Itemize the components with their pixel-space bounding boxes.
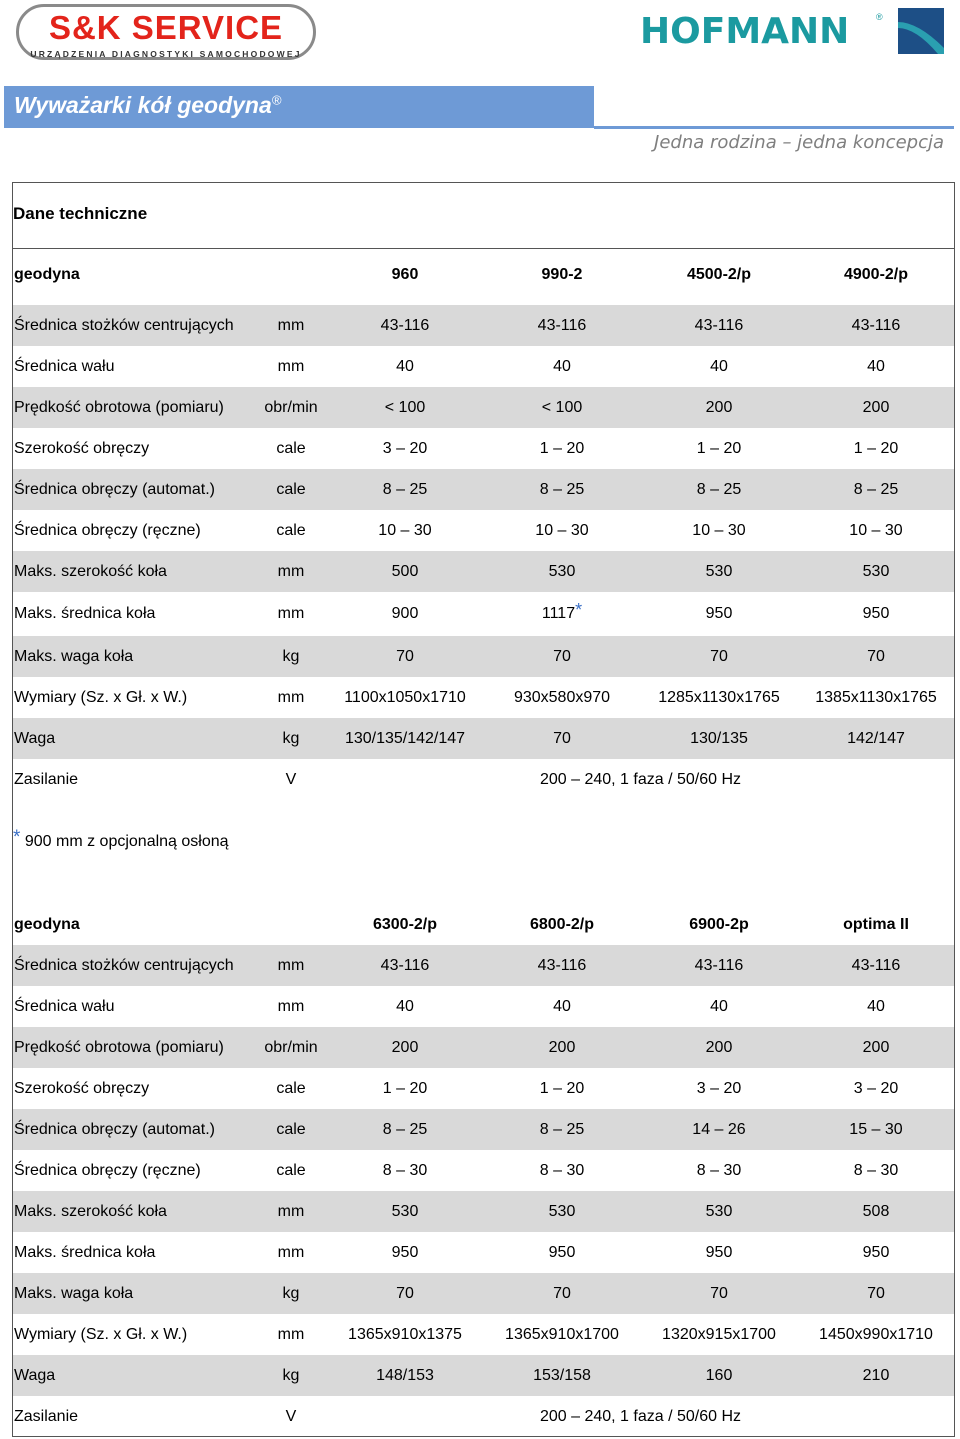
model-name: 4500-2/p	[686, 265, 752, 283]
row-label: Szerokość obręczy	[14, 439, 150, 457]
row-label: Średnica wału	[14, 357, 115, 375]
cell-value: 43-116	[380, 316, 430, 334]
cell-value: 500	[391, 562, 419, 580]
footnote-marker: *	[13, 827, 21, 848]
table-row	[13, 1109, 954, 1150]
row-unit: obr/min	[264, 1038, 318, 1056]
cell-value: 40	[867, 357, 885, 375]
cell-value: 14 – 26	[692, 1120, 746, 1138]
row-label: Średnica stożków centrujących	[14, 316, 234, 334]
row-label: Prędkość obrotowa (pomiaru)	[14, 1038, 224, 1056]
cell-value: 950	[705, 605, 733, 622]
cell-value: 1320x915x1700	[662, 1325, 776, 1343]
cell-value: 508	[862, 1202, 890, 1220]
row-label: Średnica wału	[14, 997, 115, 1015]
cell-value: 70	[553, 1284, 571, 1302]
footnote	[13, 827, 229, 852]
row-unit: cale	[276, 521, 306, 539]
hofmann-reg-mark: ®	[876, 12, 883, 22]
row-label: Waga	[14, 1366, 56, 1384]
cell-value: 930x580x970	[513, 688, 611, 706]
cell-value: 40	[553, 997, 571, 1015]
title-bar	[4, 86, 594, 128]
cell-value: 43-116	[694, 956, 744, 974]
row-unit: kg	[282, 647, 300, 665]
table-row	[13, 636, 954, 677]
footnote-marker: *	[575, 599, 583, 620]
row-label: Maks. szerokość koła	[14, 562, 167, 580]
tagline: Jedna rodzina – jedna koncepcja	[654, 132, 944, 153]
cell-value: 950	[862, 1243, 890, 1261]
cell-value: 900	[391, 605, 419, 622]
cell-value: 200	[862, 1038, 890, 1056]
cell-value: 8 – 30	[382, 1161, 428, 1179]
table-row	[13, 1273, 954, 1314]
cell-value: 1285x1130x1765	[658, 688, 780, 706]
cell-value-span: 200 – 240, 1 faza / 50/60 Hz	[539, 770, 742, 788]
row-unit: mm	[277, 1202, 305, 1220]
cell-value: 8 – 30	[696, 1161, 742, 1179]
cell-value: 1365x910x1700	[505, 1325, 619, 1343]
cell-value: 3 – 20	[696, 1079, 742, 1097]
row-label: Maks. średnica koła	[14, 1243, 156, 1261]
table-row	[13, 986, 954, 1027]
sk-logo-name: S&K SERVICE	[48, 9, 284, 46]
cell-value: 1 – 20	[539, 439, 585, 457]
row-label: Maks. waga koła	[14, 647, 134, 665]
table-row	[13, 1027, 954, 1068]
row-label: Średnica obręczy (automat.)	[14, 1120, 215, 1138]
cell-value: 8 – 25	[382, 1120, 428, 1138]
table-row	[13, 677, 954, 718]
hofmann-logo-name: HOFMANN	[640, 11, 850, 52]
cell-value: 70	[710, 647, 728, 665]
table-row	[13, 551, 954, 592]
cell-value: 130/135/142/147	[344, 729, 466, 747]
cell-value: 530	[705, 562, 733, 580]
cell-value: 15 – 30	[849, 1120, 903, 1138]
row-unit: mm	[277, 956, 305, 974]
model-name: 990-2	[541, 265, 583, 283]
sk-logo-subtitle: URZĄDZENIA DIAGNOSTYKI SAMOCHODOWEJ	[30, 49, 302, 59]
row-unit: mm	[277, 562, 305, 580]
cell-value: 950	[862, 605, 890, 622]
header-label: geodyna	[14, 265, 80, 283]
row-unit: V	[285, 1407, 297, 1425]
table-row	[13, 1150, 954, 1191]
cell-value: 10 – 30	[535, 521, 589, 539]
row-label: Maks. szerokość koła	[14, 1202, 167, 1220]
cell-value: 530	[391, 1202, 419, 1220]
row-label: Szerokość obręczy	[14, 1079, 150, 1097]
cell-value: 3 – 20	[853, 1079, 899, 1097]
cell-value: 8 – 25	[382, 480, 428, 498]
row-unit: mm	[277, 1243, 305, 1261]
row-unit: mm	[277, 997, 305, 1015]
row-unit: mm	[277, 1325, 305, 1343]
cell-value: 8 – 25	[853, 480, 899, 498]
cell-value: 200	[705, 398, 733, 416]
cell-value: 40	[396, 997, 414, 1015]
cell-value: 43-116	[851, 316, 901, 334]
cell-value: 70	[867, 647, 885, 665]
cell-value: 70	[553, 729, 571, 747]
heading-divider	[12, 248, 955, 249]
table-row	[13, 1355, 954, 1396]
row-unit: V	[285, 770, 297, 788]
row-label: Średnica obręczy (automat.)	[14, 480, 215, 498]
cell-value: 950	[548, 1243, 576, 1261]
cell-value: 1100x1050x1710	[344, 688, 466, 706]
cell-value: 950	[391, 1243, 419, 1261]
cell-value: 160	[705, 1366, 733, 1384]
model-name: 4900-2/p	[843, 265, 909, 283]
cell-value: 43-116	[537, 956, 587, 974]
cell-value: 70	[396, 1284, 414, 1302]
cell-value: 70	[553, 647, 571, 665]
cell-value: 43-116	[851, 956, 901, 974]
cell-value: 70	[710, 1284, 728, 1302]
cell-value: 43-116	[380, 956, 430, 974]
cell-value: 1365x910x1375	[348, 1325, 462, 1343]
cell-value: 1 – 20	[696, 439, 742, 457]
cell-value-span: 200 – 240, 1 faza / 50/60 Hz	[539, 1407, 742, 1425]
cell-value: 153/158	[533, 1366, 591, 1384]
cell-value: 40	[710, 357, 728, 375]
row-label: Wymiary (Sz. x Gł. x W.)	[14, 1325, 188, 1343]
row-label: Maks. średnica koła	[14, 605, 156, 622]
table-row	[13, 305, 954, 346]
page-title: Wyważarki kół geodyna®	[14, 92, 282, 118]
table-row	[13, 759, 954, 800]
row-label: Średnica obręczy (ręczne)	[14, 1161, 201, 1179]
cell-value: 10 – 30	[378, 521, 432, 539]
cell-value: 43-116	[537, 316, 587, 334]
table-row	[13, 346, 954, 387]
row-unit: kg	[282, 1284, 300, 1302]
cell-value: 70	[867, 1284, 885, 1302]
cell-value: 40	[553, 357, 571, 375]
table-row	[13, 592, 954, 636]
row-label: Prędkość obrotowa (pomiaru)	[14, 398, 224, 416]
row-label: Średnica obręczy (ręczne)	[14, 521, 201, 539]
model-name: 6900-2p	[689, 915, 749, 933]
cell-value: 40	[710, 997, 728, 1015]
row-unit: cale	[276, 1161, 306, 1179]
row-unit: mm	[277, 357, 305, 375]
footnote-text: 900 mm z opcjonalną osłoną	[24, 833, 229, 850]
table-row	[13, 1314, 954, 1355]
cell-value: 530	[705, 1202, 733, 1220]
cell-value: 70	[396, 647, 414, 665]
cell-value: 142/147	[847, 729, 905, 747]
cell-value: 1385x1130x1765	[815, 688, 937, 706]
model-name: 960	[391, 265, 419, 283]
cell-value: 8 – 25	[696, 480, 742, 498]
cell-value: 950	[705, 1243, 733, 1261]
cell-value: 10 – 30	[849, 521, 903, 539]
cell-value: 530	[862, 562, 890, 580]
cell-value: 200	[391, 1038, 419, 1056]
table-row	[13, 1191, 954, 1232]
table-row	[13, 387, 954, 428]
cell-value: 8 – 25	[539, 1120, 585, 1138]
row-unit: cale	[276, 1120, 306, 1138]
hofmann-emblem-icon	[898, 8, 944, 54]
cell-value: 530	[548, 1202, 576, 1220]
cell-value: 40	[867, 997, 885, 1015]
row-label: Waga	[14, 729, 56, 747]
row-unit: mm	[277, 688, 305, 706]
table-row	[13, 428, 954, 469]
hofmann-logo	[640, 8, 944, 56]
table-row	[13, 469, 954, 510]
cell-value: 1 – 20	[539, 1079, 585, 1097]
cell-value: < 100	[384, 398, 426, 416]
sk-service-logo	[16, 4, 316, 60]
table-row	[13, 510, 954, 551]
cell-value: 1 – 20	[853, 439, 899, 457]
cell-value: 148/153	[376, 1366, 434, 1384]
table-row	[13, 1068, 954, 1109]
cell-value: 200	[705, 1038, 733, 1056]
row-unit: cale	[276, 439, 306, 457]
row-label: Zasilanie	[14, 770, 79, 788]
title-underline	[594, 126, 954, 129]
table-header-row	[13, 904, 954, 945]
row-label: Maks. waga koła	[14, 1284, 134, 1302]
cell-value: 8 – 30	[539, 1161, 585, 1179]
model-name: 6800-2/p	[529, 915, 595, 933]
cell-value: 200	[862, 398, 890, 416]
table-row	[13, 718, 954, 759]
cell-value: 3 – 20	[382, 439, 428, 457]
model-name: 6300-2/p	[372, 915, 438, 933]
row-label: Wymiary (Sz. x Gł. x W.)	[14, 688, 188, 706]
cell-value: 130/135	[690, 729, 748, 747]
cell-value: 8 – 25	[539, 480, 585, 498]
cell-value: 40	[396, 357, 414, 375]
section-heading: Dane techniczne	[13, 204, 148, 223]
cell-value: 1450x990x1710	[819, 1325, 933, 1343]
table-header-row	[13, 254, 954, 295]
row-unit: kg	[282, 1366, 300, 1384]
cell-value: 10 – 30	[692, 521, 746, 539]
model-name: optima II	[843, 915, 909, 933]
row-unit: mm	[277, 316, 305, 334]
cell-value: 530	[548, 562, 576, 580]
row-unit: obr/min	[264, 398, 318, 416]
cell-value: 1117 *	[541, 599, 583, 622]
row-unit: cale	[276, 1079, 306, 1097]
header-label: geodyna	[14, 915, 80, 933]
cell-value: 200	[548, 1038, 576, 1056]
table-row	[13, 1396, 954, 1437]
cell-value: 1 – 20	[382, 1079, 428, 1097]
table-row	[13, 1232, 954, 1273]
row-unit: cale	[276, 480, 306, 498]
cell-value: < 100	[541, 398, 583, 416]
cell-value: 210	[862, 1366, 890, 1384]
row-unit: kg	[282, 729, 300, 747]
cell-value: 43-116	[694, 316, 744, 334]
row-label: Średnica stożków centrujących	[14, 956, 234, 974]
cell-value: 8 – 30	[853, 1161, 899, 1179]
row-label: Zasilanie	[14, 1407, 79, 1425]
row-unit: mm	[277, 605, 305, 622]
table-row	[13, 945, 954, 986]
